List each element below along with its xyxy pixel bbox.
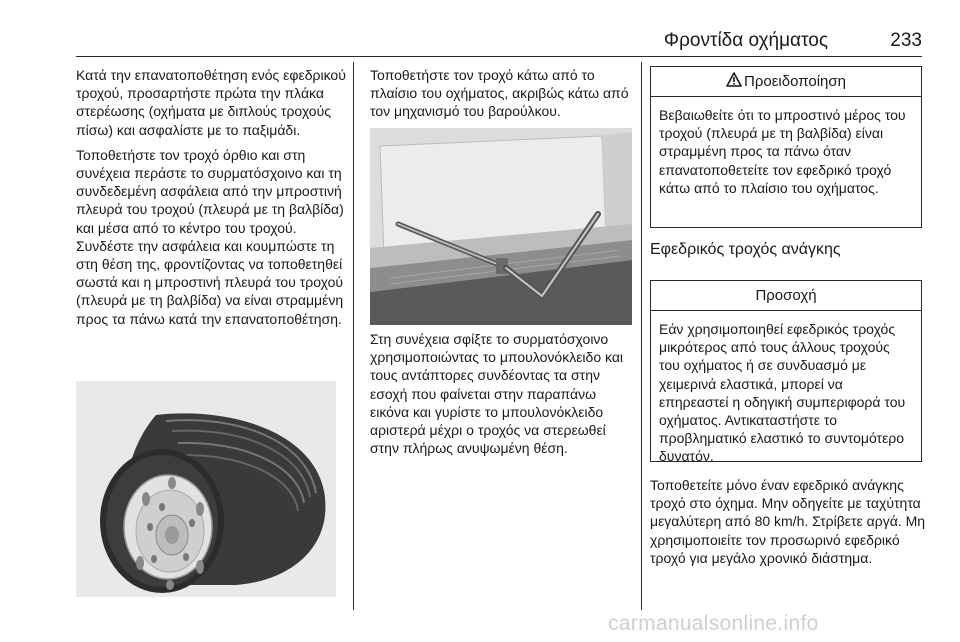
section-heading: Εφεδρικός τροχός ανάγκης — [650, 241, 841, 258]
winch-wrench-illustration — [370, 128, 632, 325]
page-number: 233 — [890, 30, 922, 51]
caution-box-header — [651, 281, 921, 311]
column-3-text — [650, 476, 926, 574]
column-2-text-top — [370, 66, 636, 128]
column-divider-right — [641, 62, 642, 610]
warning-title: Προειδοποίηση — [744, 73, 846, 90]
warning-box-header — [651, 67, 921, 97]
page-header — [0, 0, 960, 58]
paragraph-cable-safety: Τοποθετήστε τον τροχό όρθιο και στη συνέχεια περάστε το συρματόσχοινο και τη συνδεδεμένη ασφάλεια από την μπροστινή πλευρά του τροχού (πλευρά με τη βαλβίδα) και μέσα από το κέντρο του τροχού. Συνδέστε την ασφάλεια και κουμπώστε τη στη θέση της, φροντίζοντας να τοποθετηθεί σωστά και η μπροστινή πλευρά του τροχού (πλευρά με τη βαλβίδα) να είναι στραμμένη προς τα πάνω κατά την επανατοποθέτηση. — [76, 146, 344, 327]
warning-body: Βεβαιωθείτε ότι το μπροστινό μέρος του τροχού (πλευρά με τη βαλβίδα) είναι στραμμένη προς τα πάνω όταν επανατοποθετείτε τον εφεδρικό τροχό κάτω από το πλαίσιο του οχήματος. — [659, 107, 906, 196]
watermark-text: carmanualsonline.info — [608, 612, 819, 635]
paragraph-position-wheel: Τοποθετήστε τον τροχό κάτω από το πλαίσιο του οχήματος, ακριβώς κάτω από τον μηχανισμό του βαρούλκου. — [370, 67, 629, 120]
column-1-text — [76, 66, 346, 335]
warning-triangle-icon — [726, 72, 742, 91]
caution-title: Προσοχή — [755, 287, 817, 304]
column-divider-left — [353, 62, 354, 610]
spare-wheel-illustration — [76, 381, 336, 597]
paragraph-emergency-spare: Τοποθετείτε μόνο έναν εφεδρικό ανάγκης τροχό στο όχημα. Μην οδηγείτε με ταχύτητα μεγαλύτερη από 80 km/h. Στρίβετε αργά. Μη χρησιμοποιείτε τον προσωρινό εφεδρικό τροχό για μεγάλο χρονικό διάστημα. — [650, 477, 926, 566]
column-2-text-bottom — [370, 330, 636, 464]
page-title: Φροντίδα οχήματος — [663, 30, 828, 51]
header-rule — [76, 56, 922, 57]
caution-body: Εάν χρησιμοποιηθεί εφεδρικός τροχός μικρότερος από τους άλλους τροχούς του οχήματος ή σε συνδυασμό με χειμερινά ελαστικά, μπορεί να επηρεαστεί η οδηγική συμπεριφορά του οχήματος. Αντικαταστήστε το προβληματικό ελαστικό το συντομότερο δυνατόν. — [659, 321, 906, 465]
caution-box — [650, 280, 922, 465]
paragraph-fixing-plate: Κατά την επανατοποθέτηση ενός εφεδρικού τροχού, προσαρτήστε πρώτα την πλάκα στερέωσης (οχήματα με διπλούς τροχούς πίσω) και ασφαλίστε με το παξιμάδι. — [76, 67, 346, 138]
paragraph-tighten-cable: Στη συνέχεια σφίξτε το συρματόσχοινο χρησιμοποιώντας το μπουλονόκλειδο και τους αντάπτορες συνδέοντας τα στην εσοχή που φαίνεται στην παραπάνω εικόνα και γυρίστε το μπουλονόκλειδο αριστερά μέχρι ο τροχός να στερεωθεί στην πλήρως ανυψωμένη θέση. — [370, 331, 624, 457]
warning-box — [650, 66, 922, 228]
